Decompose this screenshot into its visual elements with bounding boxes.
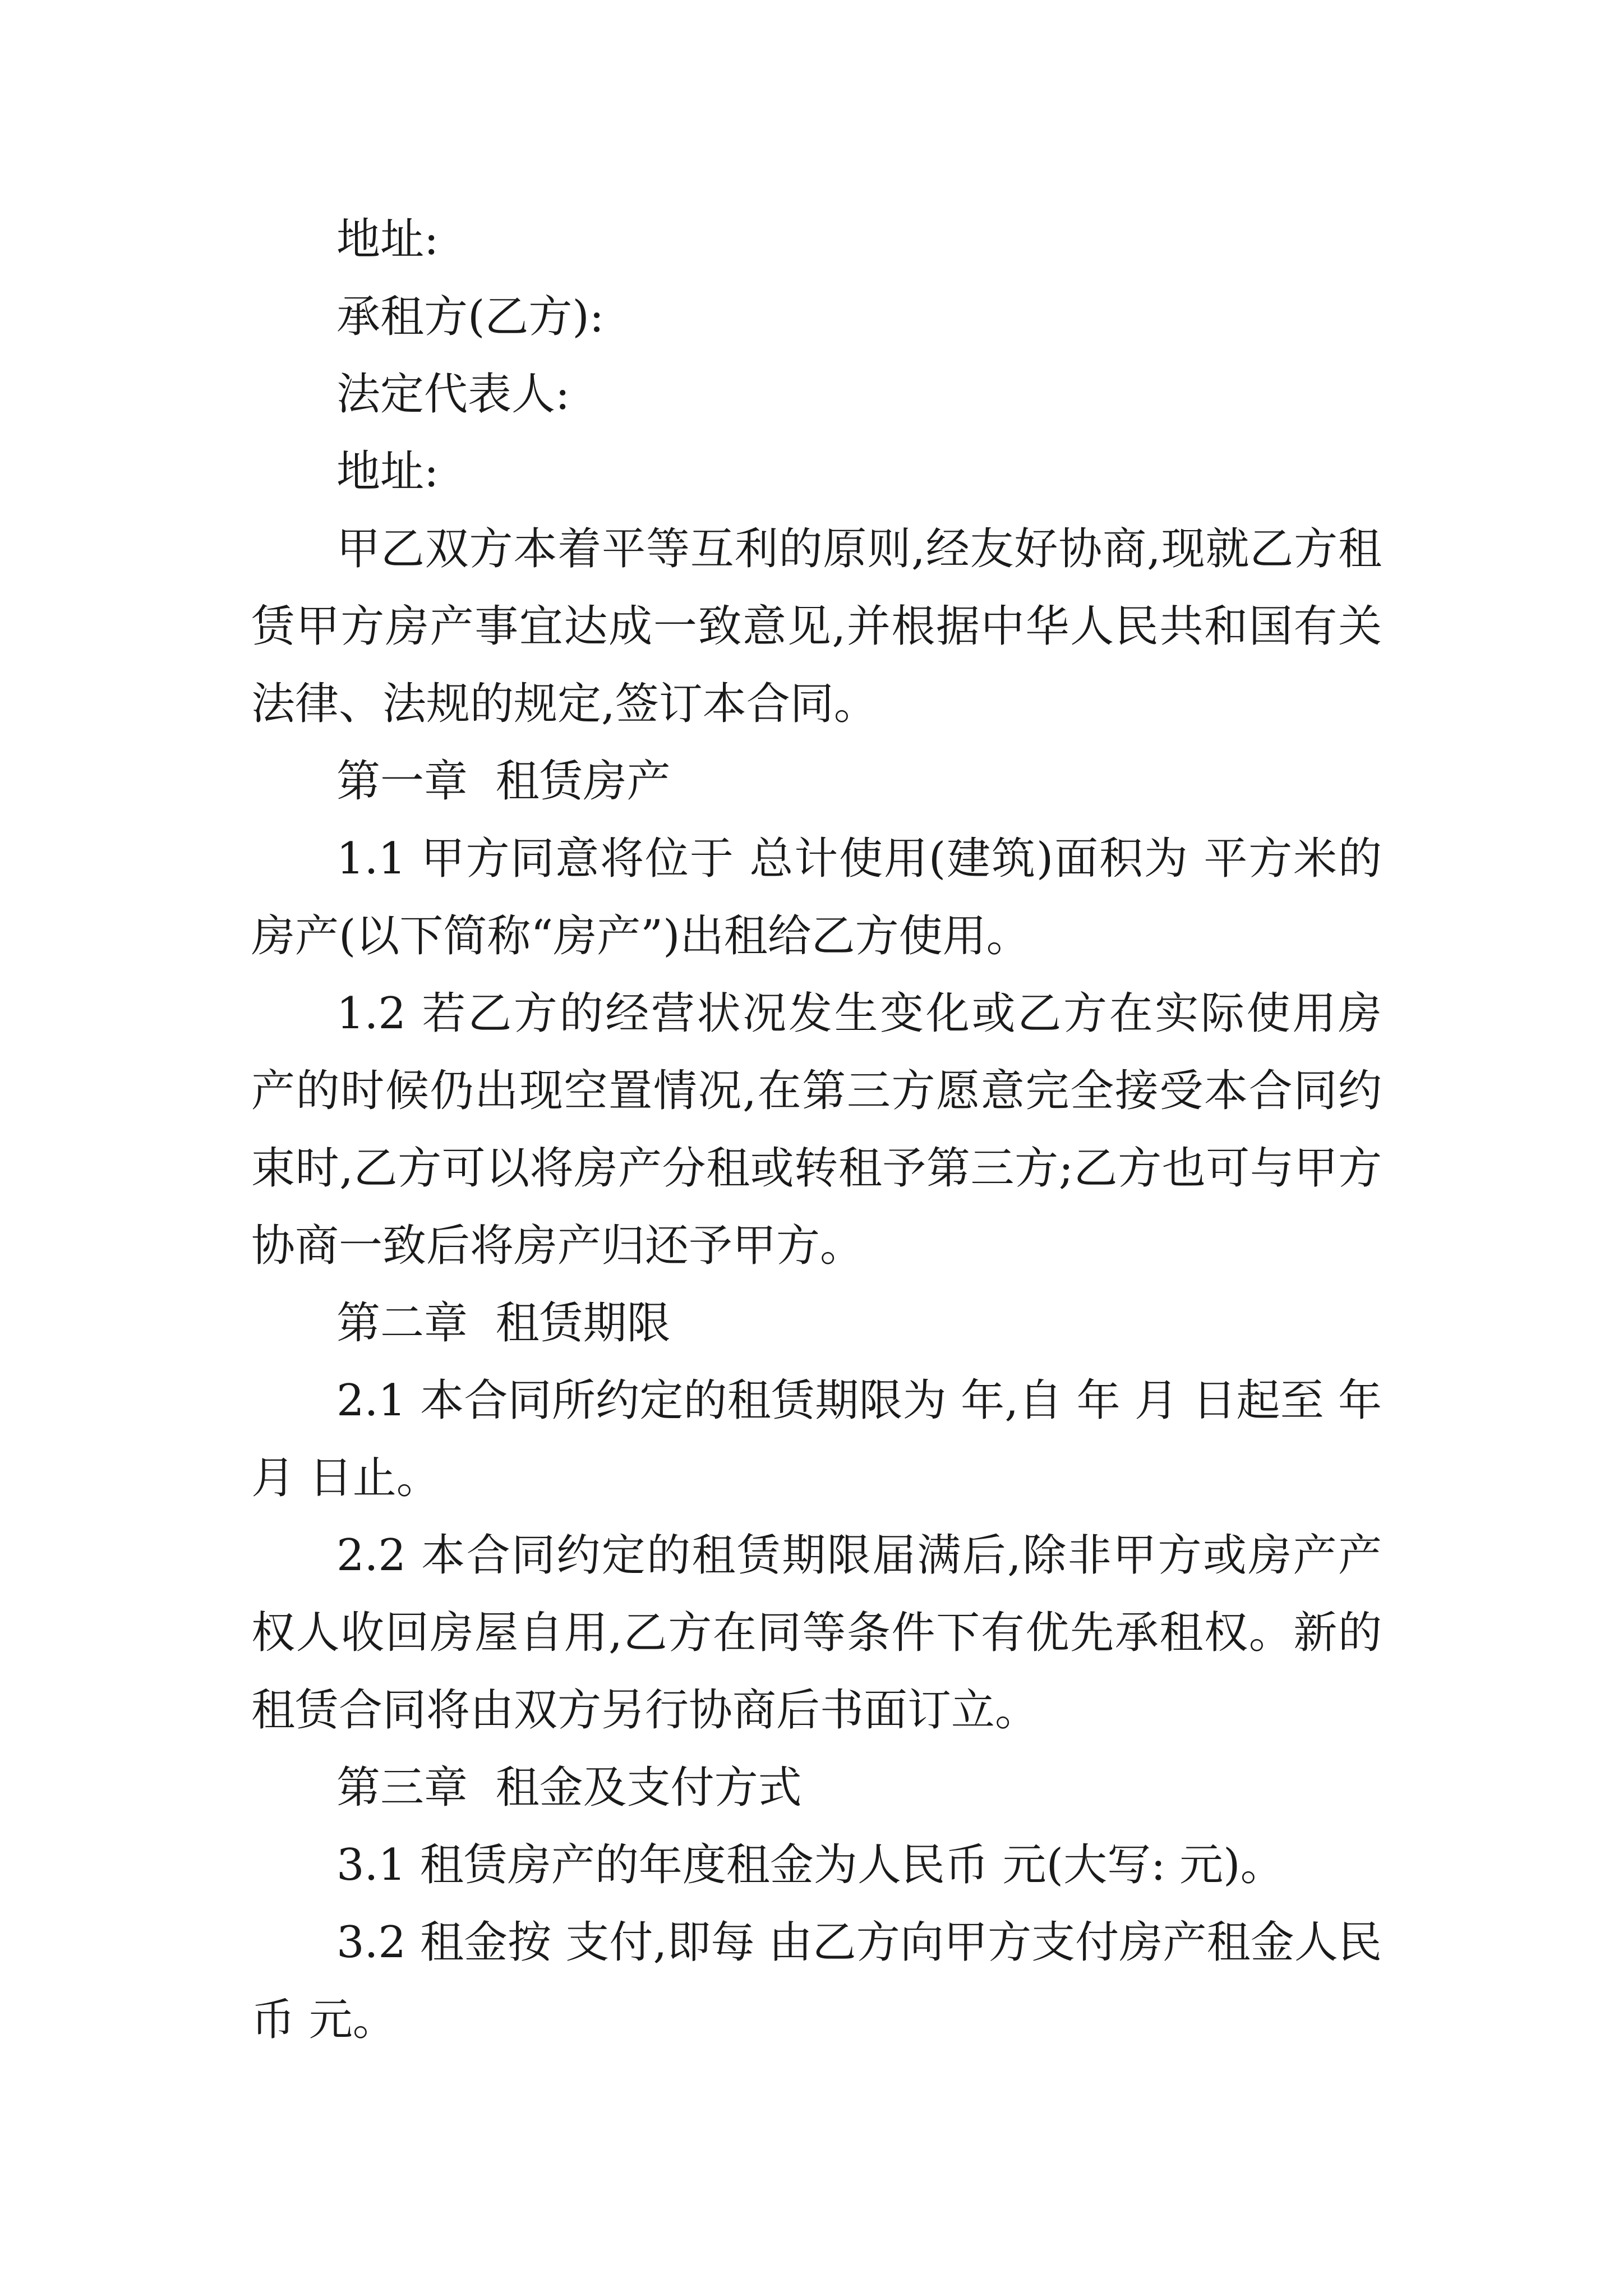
lessor-address-line: 地址:: [336, 214, 439, 265]
chapter-1-title: 第一章 租赁房产: [336, 756, 671, 807]
clause-3-2: 3.2 租金按 支付,即每 由乙方向甲方支付房产租金人民币 元。: [251, 1917, 1382, 2045]
preamble-paragraph: 甲乙双方本着平等互利的原则,经友好协商,现就乙方租赁甲方房产事宜达成一致意见,并根据中华人民共和国有关法律、法规的规定,签订本合同。: [251, 524, 1382, 729]
lessee-address-line: 地址:: [336, 447, 439, 497]
legal-representative-line: 法定代表人:: [336, 369, 570, 420]
chapter-2-title: 第二章 租赁期限: [336, 1298, 671, 1349]
clause-3-1: 3.1 租赁房产的年度租金为人民币 元(大写: 元)。: [336, 1840, 1284, 1890]
clause-1-2: 1.2 若乙方的经营状况发生变化或乙方在实际使用房产的时候仍出现空置情况,在第三方愿意完全接受本合同约束时,乙方可以将房产分租或转租予第三方;乙方也可与甲方协商一致后将房产归还予甲方。: [251, 988, 1382, 1271]
chapter-3-title: 第三章 租金及支付方式: [336, 1763, 802, 1813]
clause-1-1: 1.1 甲方同意将位于 总计使用(建筑)面积为 平方米的房产(以下简称“房产”)出租给乙方使用。: [251, 834, 1382, 961]
lessee-label-line: 承租方(乙方):: [336, 292, 605, 342]
clause-2-2: 2.2 本合同约定的租赁期限届满后,除非甲方或房产产权人收回房屋自用,乙方在同等条件下有优先承租权。新的租赁合同将由双方另行协商后书面订立。: [251, 1530, 1382, 1736]
document-body: [251, 201, 1382, 2059]
clause-2-1: 2.1 本合同所约定的租赁期限为 年,自 年 月 日起至 年 月 日止。: [251, 1375, 1382, 1503]
